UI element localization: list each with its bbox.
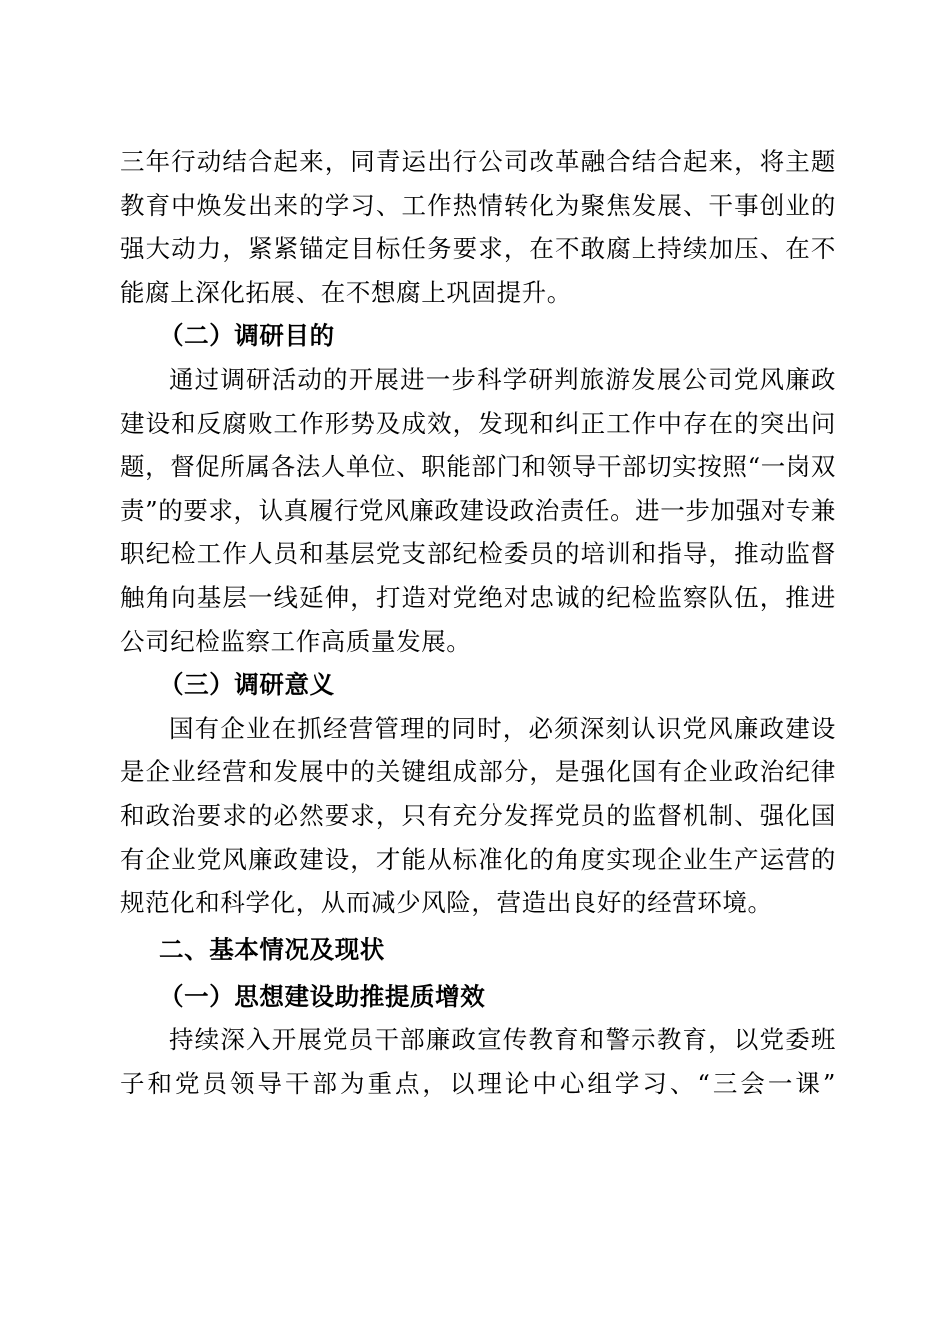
subheading-research-purpose: （二）调研目的: [159, 321, 335, 351]
body-paragraph-2: 通过调研活动的开展进一步科学研判旅游发展公司党风廉政建设和反腐败工作形势及成效，发现和纠正工作中存在的突出问题，督促所属各法人单位、职能部门和领导干部切实按照“一岗双责”的要求，认真履行党风廉政建设政治责任。进一步加强对专兼职纪检工作人员和基层党支部纪检委员的培训和指导，推动监督触角向基层一线延伸，打造对党绝对忠诚的纪检监察队伍，推进公司纪检监察工作高质量发展。: [120, 364, 836, 656]
document-page: [120, 140, 836, 1105]
body-paragraph-3: 国有企业在抓经营管理的同时，必须深刻认识党风廉政建设是企业经营和发展中的关键组成部分，是强化国有企业政治纪律和政治要求的必然要求，只有充分发挥党员的监督机制、强化国有企业党风廉政建设，才能从标准化的角度实现企业生产运营的规范化和科学化，从而减少风险，营造出良好的经营环境。: [120, 713, 836, 918]
body-paragraph-4: 持续深入开展党员干部廉政宣传教育和警示教育，以党委班子和党员领导干部为重点，以理论中心组学习、“三会一课”: [120, 1025, 836, 1098]
subheading-ideology-building: （一）思想建设助推提质增效: [159, 981, 486, 1011]
section-heading-basic-situation: 二、基本情况及现状: [159, 934, 385, 964]
body-paragraph-1: 三年行动结合起来，同青运出行公司改革融合结合起来，将主题教育中焕发出来的学习、工作热情转化为聚焦发展、干事创业的强大动力，紧紧锚定目标任务要求，在不敢腐上持续加压、在不能腐上深化拓展、在不想腐上巩固提升。: [120, 147, 836, 307]
subheading-research-significance: （三）调研意义: [159, 670, 335, 700]
